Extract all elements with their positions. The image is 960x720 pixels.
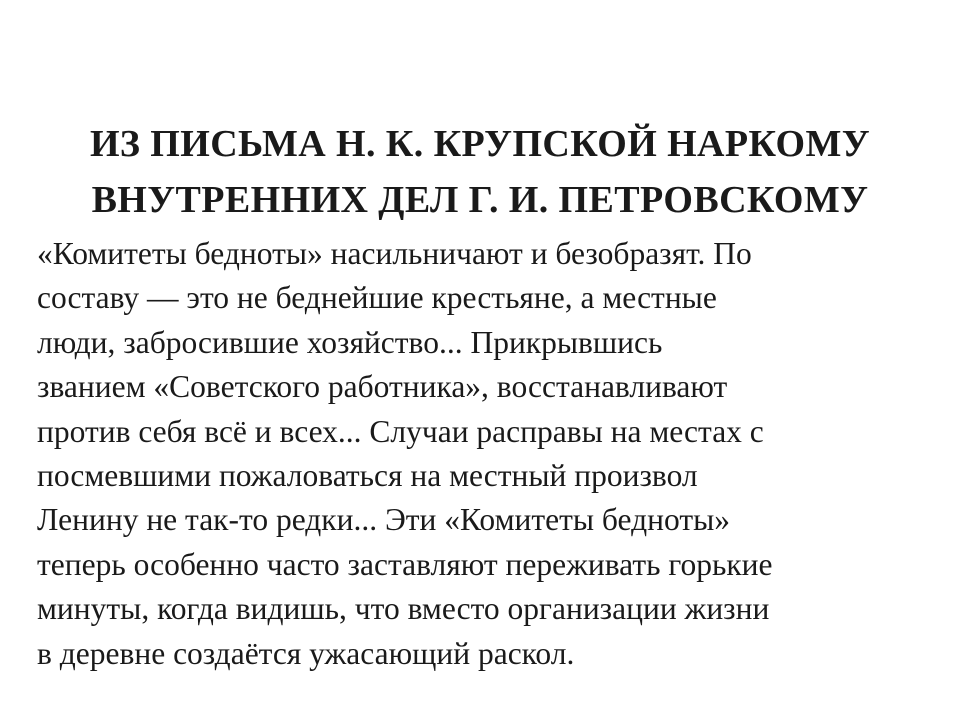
- quote-line-8: теперь особенно часто заставляют переживать горькие: [37, 546, 773, 582]
- title-line-2: ВНУТРЕННИХ ДЕЛ Г. И. ПЕТРОВСКОМУ: [91, 179, 869, 221]
- quote-line-2: составу — это не беднейшие крестьяне, а местные: [37, 280, 717, 316]
- quote-line-1: «Комитеты бедноты» насильничают и безобразят. По: [37, 236, 752, 271]
- quote-line-7: Ленину не так-то редки... Эти «Комитеты бедноты»: [37, 502, 730, 538]
- quote-line-9: минуты, когда видишь, что вместо организации жизни: [37, 591, 770, 627]
- quote-line-4: званием «Советского работника», восстанавливают: [37, 369, 728, 405]
- slide-title: [30, 116, 930, 228]
- title-line-1: ИЗ ПИСЬМА Н. К. КРУПСКОЙ НАРКОМУ: [89, 123, 871, 165]
- quote-line-5: против себя всё и всех... Случаи расправы на местах с: [37, 413, 764, 449]
- quote-line-3: люди, забросившие хозяйство... Прикрывшись: [37, 324, 663, 360]
- quote-text: [37, 232, 937, 676]
- quote-line-10: в деревне создаётся ужасающий раскол.: [37, 635, 575, 671]
- quote-line-6: посмевшими пожаловаться на местный произвол: [37, 458, 698, 494]
